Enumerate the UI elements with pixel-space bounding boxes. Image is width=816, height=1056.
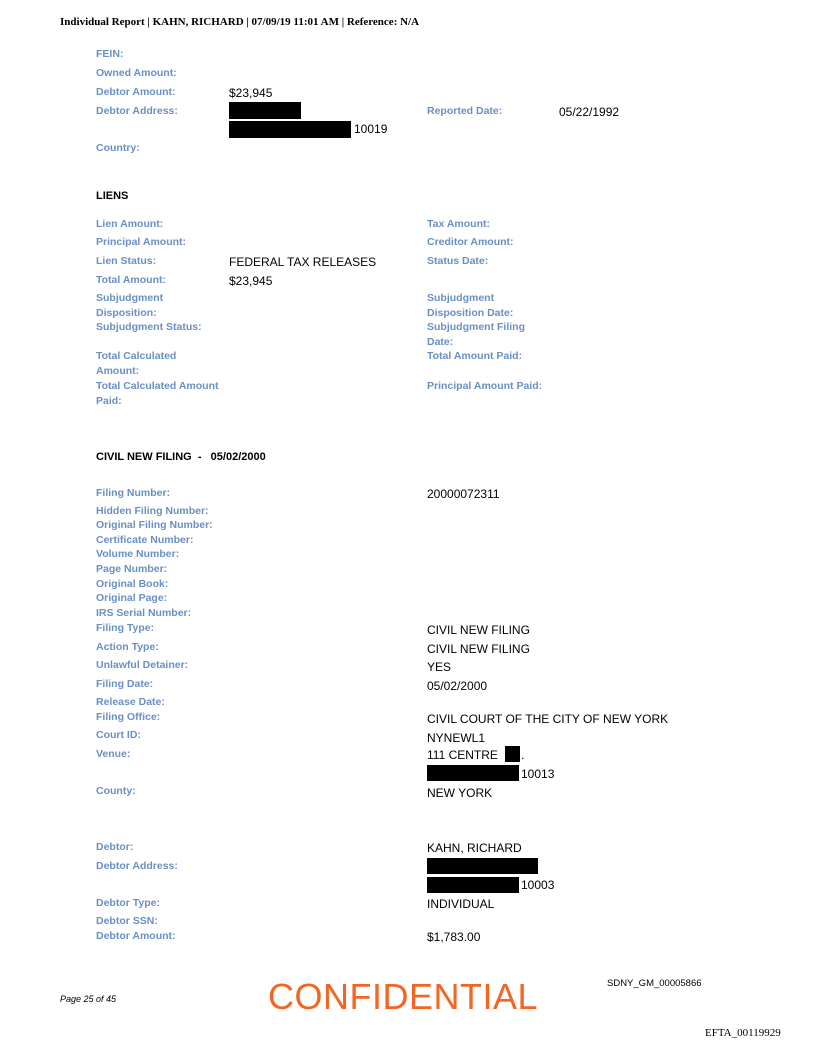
redaction-block: [427, 765, 519, 781]
subjudgment-status-label: Subjudgment Status:: [96, 321, 202, 333]
country-label: Country:: [96, 142, 140, 154]
reported-date-label: Reported Date:: [427, 105, 503, 117]
filing-type-value: CIVIL NEW FILING: [427, 623, 530, 637]
original-filing-number-label: Original Filing Number:: [96, 519, 213, 531]
unlawful-detainer-label: Unlawful Detainer:: [96, 659, 189, 671]
original-book-label: Original Book:: [96, 578, 169, 590]
fein-label: FEIN:: [96, 48, 124, 60]
civil-debtor-address-zip: 10003: [521, 878, 555, 892]
redaction-block: [427, 877, 519, 893]
county-label: County:: [96, 785, 136, 797]
original-page-label: Original Page:: [96, 592, 168, 604]
total-amount-value: $23,945: [229, 274, 273, 288]
filing-number-label: Filing Number:: [96, 487, 171, 499]
unlawful-detainer-value: YES: [427, 660, 452, 674]
status-date-label: Status Date:: [427, 255, 489, 267]
lien-status-value: FEDERAL TAX RELEASES: [229, 255, 377, 269]
civil-debtor-amount-value: $1,783.00: [427, 930, 481, 944]
certificate-number-label: Certificate Number:: [96, 534, 194, 546]
court-id-value: NYNEWL1: [427, 731, 486, 745]
debtor-amount-label: Debtor Amount:: [96, 86, 176, 98]
redaction-block: [427, 858, 538, 874]
debtor-ssn-label: Debtor SSN:: [96, 915, 158, 927]
debtor-amount-value: $23,945: [229, 86, 273, 100]
county-value: NEW YORK: [427, 786, 493, 800]
civil-debtor-address-label: Debtor Address:: [96, 860, 178, 872]
total-calculated-amount-label: Total Calculated Amount:: [96, 350, 177, 377]
reported-date-value: 05/22/1992: [559, 105, 620, 119]
civil-debtor-amount-label: Debtor Amount:: [96, 930, 176, 942]
page-number-label: Page Number:: [96, 563, 168, 575]
efta-number: EFTA_00119929: [705, 1027, 781, 1039]
debtor-value: KAHN, RICHARD: [427, 841, 522, 855]
liens-section-title: LIENS: [96, 190, 129, 202]
page-number: Page 25 of 45: [60, 994, 117, 1004]
civil-section-title: CIVIL NEW FILING - 05/02/2000: [96, 451, 266, 463]
filing-date-value: 05/02/2000: [427, 679, 488, 693]
irs-serial-number-label: IRS Serial Number:: [96, 607, 192, 619]
principal-amount-paid-label: Principal Amount Paid:: [427, 380, 543, 392]
venue-label: Venue:: [96, 748, 131, 760]
report-header: Individual Report | KAHN, RICHARD | 07/09/19 11:01 AM | Reference: N/A: [60, 16, 420, 28]
filing-office-label: Filing Office:: [96, 711, 161, 723]
total-amount-paid-label: Total Amount Paid:: [427, 350, 523, 362]
action-type-label: Action Type:: [96, 641, 159, 653]
filing-date-label: Filing Date:: [96, 678, 154, 690]
redaction-block: [229, 121, 351, 138]
venue-zip: 10013: [521, 767, 555, 781]
debtor-type-value: INDIVIDUAL: [427, 897, 495, 911]
debtor-type-label: Debtor Type:: [96, 897, 160, 909]
creditor-amount-label: Creditor Amount:: [427, 236, 514, 248]
venue-line1: 111 CENTRE: [427, 748, 498, 762]
court-id-label: Court ID:: [96, 729, 141, 741]
subjudgment-disposition-date-label: Subjudgment Disposition Date:: [427, 292, 514, 319]
total-amount-label: Total Amount:: [96, 274, 166, 286]
bates-number: SDNY_GM_00005866: [607, 978, 702, 989]
venue-line1-suffix: .: [521, 748, 525, 762]
debtor-address-zip: 10019: [354, 122, 388, 136]
lien-status-label: Lien Status:: [96, 255, 157, 267]
filing-type-label: Filing Type:: [96, 622, 155, 634]
lien-amount-label: Lien Amount:: [96, 218, 164, 230]
tax-amount-label: Tax Amount:: [427, 218, 490, 230]
volume-number-label: Volume Number:: [96, 548, 180, 560]
filing-office-value: CIVIL COURT OF THE CITY OF NEW YORK: [427, 712, 669, 726]
total-calculated-amount-paid-label: Total Calculated Amount Paid:: [96, 380, 219, 407]
release-date-label: Release Date:: [96, 696, 165, 708]
redaction-block: [505, 746, 520, 762]
debtor-address-label: Debtor Address:: [96, 105, 178, 117]
filing-number-value: 20000072311: [427, 487, 500, 501]
subjudgment-disposition-label: Subjudgment Disposition:: [96, 292, 164, 319]
confidential-stamp: CONFIDENTIAL: [268, 976, 539, 1017]
subjudgment-filing-date-label: Subjudgment Filing Date:: [427, 321, 525, 348]
redaction-block: [229, 102, 301, 119]
action-type-value: CIVIL NEW FILING: [427, 642, 530, 656]
hidden-filing-number-label: Hidden Filing Number:: [96, 505, 209, 517]
debtor-label: Debtor:: [96, 841, 134, 853]
principal-amount-label: Principal Amount:: [96, 236, 187, 248]
owned-amount-label: Owned Amount:: [96, 67, 177, 79]
